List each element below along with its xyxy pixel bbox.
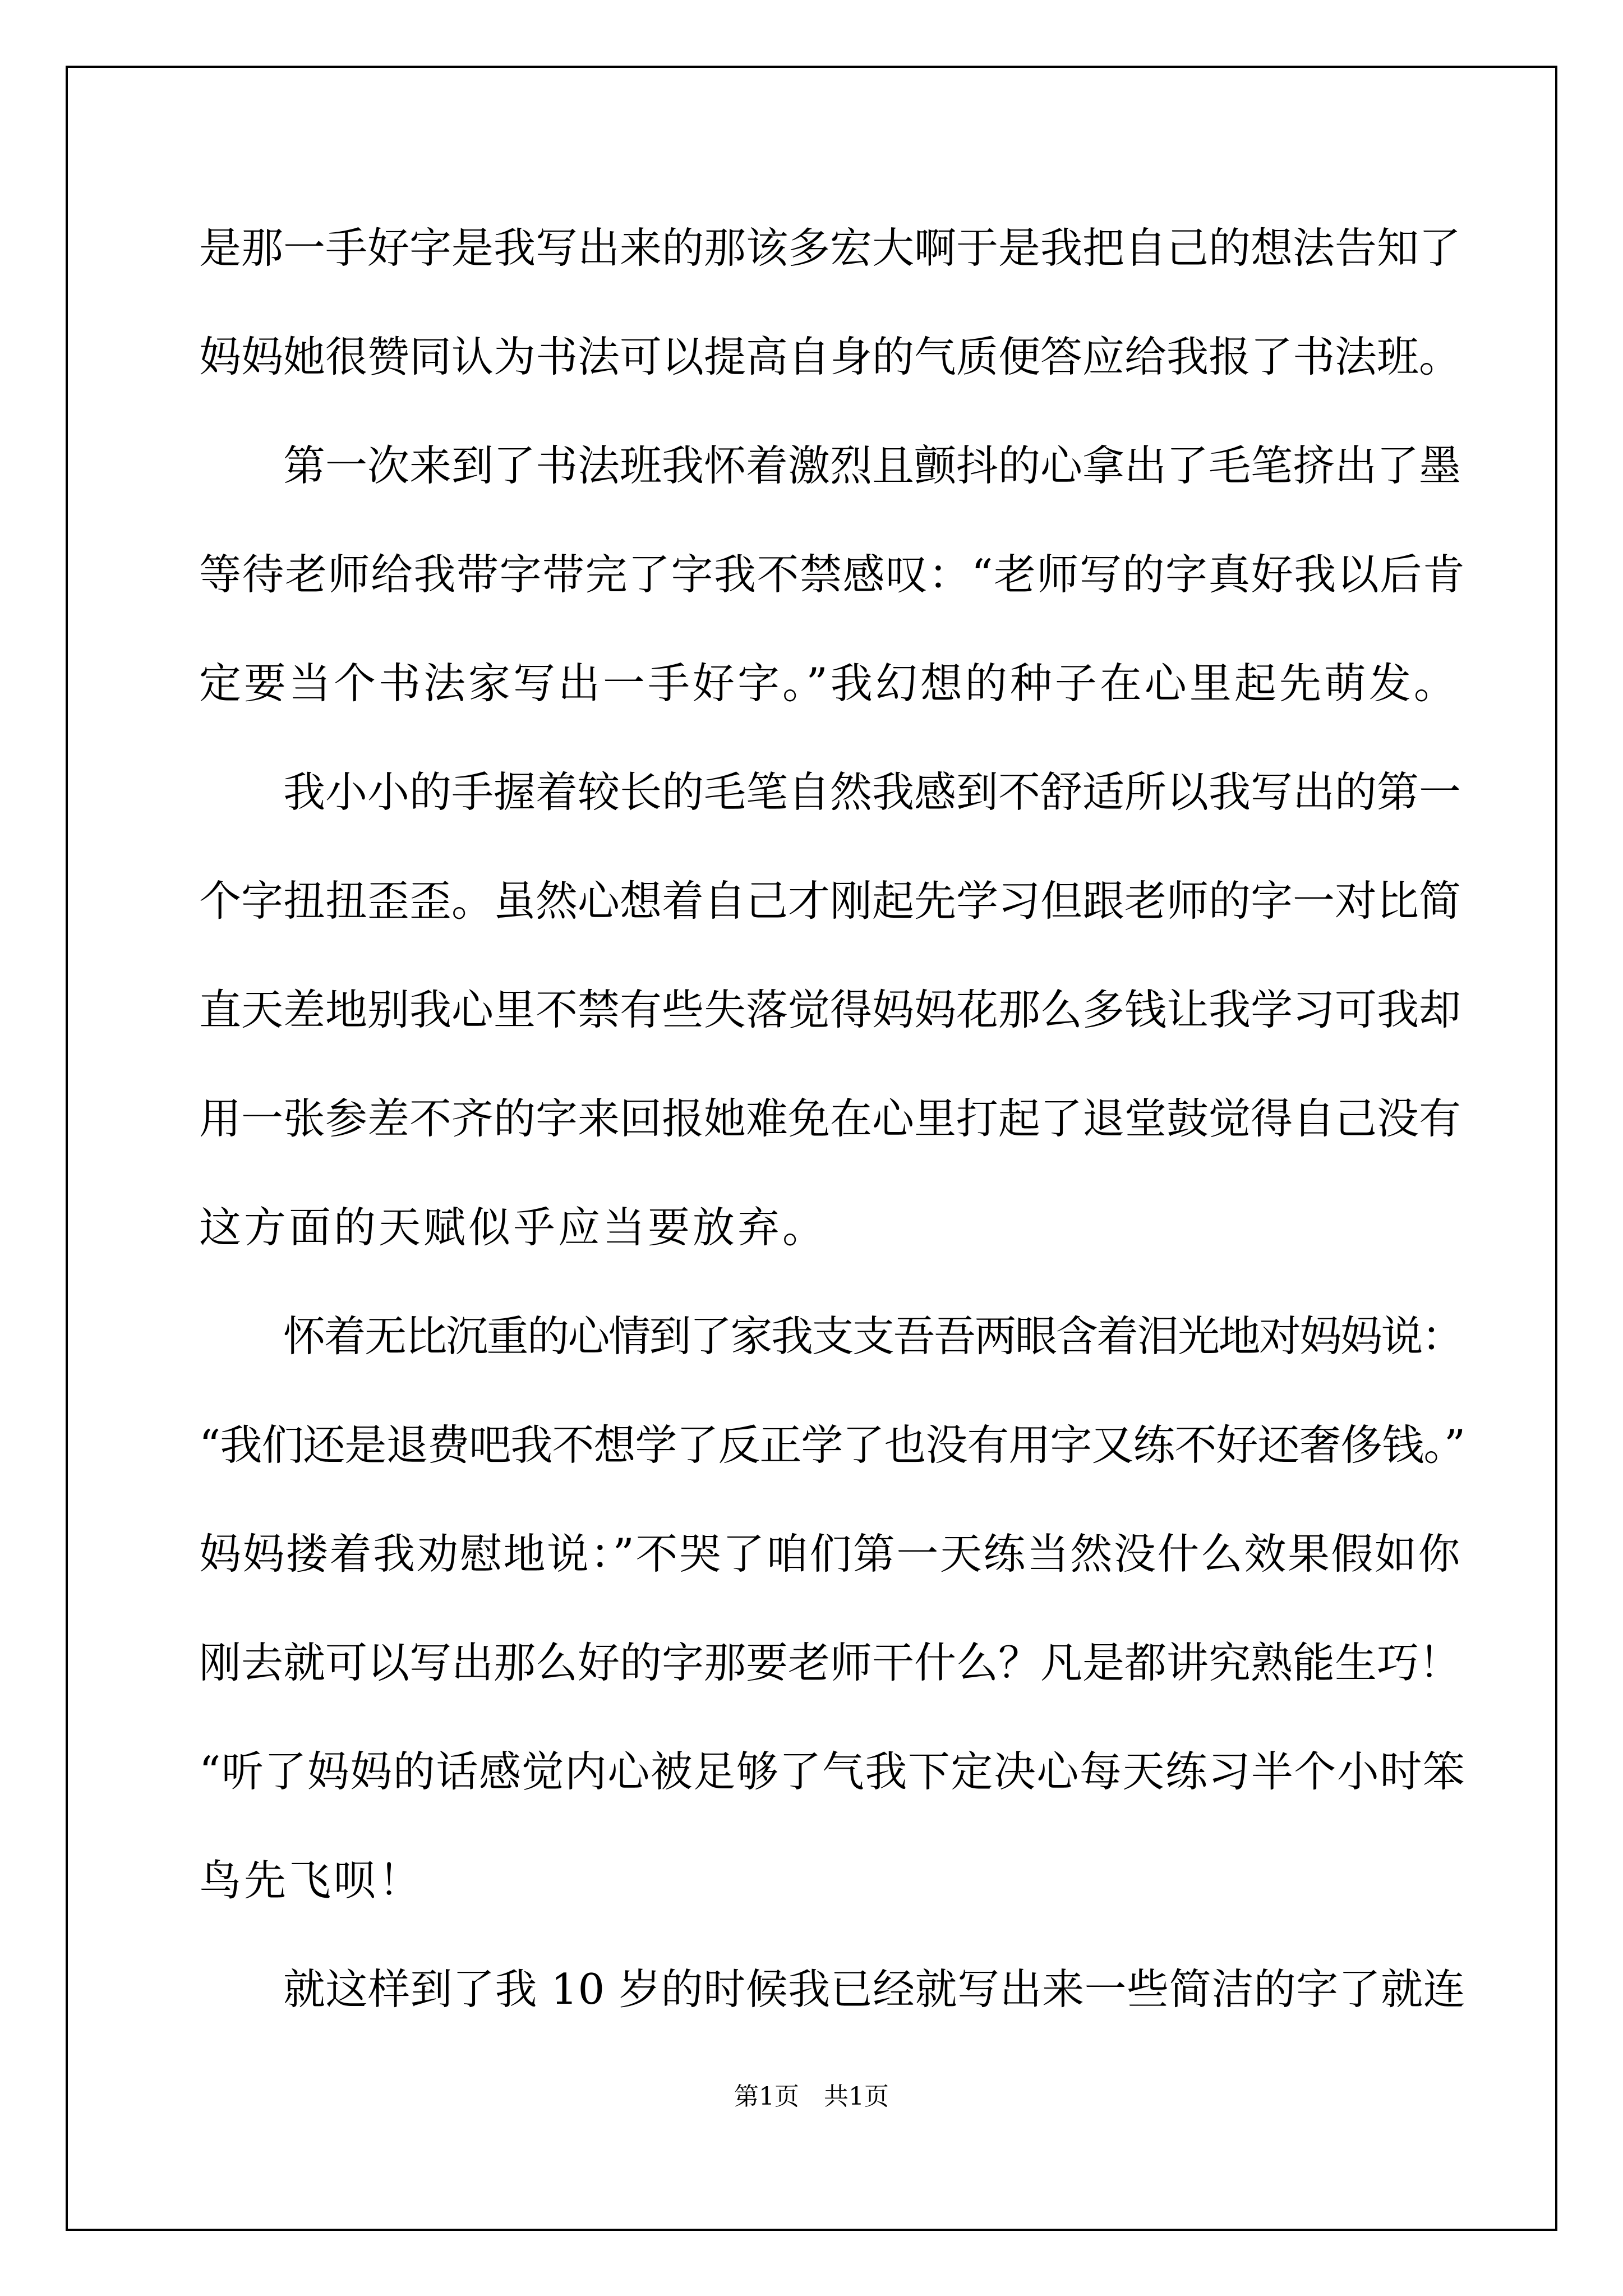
text-line: 等待老师给我带字带完了字我不禁感叹：“老师写的字真好我以后肯 [199,550,1466,599]
text-line: 就这样到了我 10 岁的时候我已经就写出来一些简洁的字了就连 [283,1964,1466,2014]
text-line: 第一次来到了书法班我怀着激烈且颤抖的心拿出了毛笔挤出了墨 [283,441,1461,490]
text-line: 个字扭扭歪歪。虽然心想着自己才刚起先学习但跟老师的字一对比简 [199,876,1461,926]
text-line: 妈妈搂着我劝慰地说：”不哭了咱们第一天练当然没什么效果假如你 [199,1529,1461,1579]
text-line: “听了妈妈的话感觉内心被足够了气我下定决心每天练习半个小时笨 [199,1747,1466,1796]
text-line: 鸟先飞呗！ [199,1856,424,1905]
page-total: 共1页 [824,2082,889,2111]
document-body [199,194,1467,2044]
text-line: 直天差地别我心里不禁有些失落觉得妈妈花那么多钱让我学习可我却 [199,985,1461,1034]
page-footer [66,2080,1557,2114]
text-line: 是那一手好字是我写出来的那该多宏大啊于是我把自己的想法告知了 [199,223,1461,273]
text-line: 怀着无比沉重的心情到了家我支支吾吾两眼含着泪光地对妈妈说： [283,1312,1463,1361]
text-line: 这方面的天赋似乎应当要放弃。 [199,1203,828,1252]
page-number: 第1页 [734,2082,799,2111]
text-line: 用一张参差不齐的字来回报她难免在心里打起了退堂鼓觉得自己没有 [199,1094,1461,1143]
text-line: 妈妈她很赞同认为书法可以提高自身的气质便答应给我报了书法班。 [199,332,1461,381]
text-line: 定要当个书法家写出一手好字。”我幻想的种子在心里起先萌发。 [199,659,1459,708]
text-line: 我小小的手握着较长的毛笔自然我感到不舒适所以我写出的第一 [283,767,1461,817]
text-line: “我们还是退费吧我不想学了反正学了也没有用字又练不好还奢侈钱。” [199,1420,1465,1470]
text-line: 刚去就可以写出那么好的字那要老师干什么？凡是都讲究熟能生巧！ [199,1638,1461,1687]
